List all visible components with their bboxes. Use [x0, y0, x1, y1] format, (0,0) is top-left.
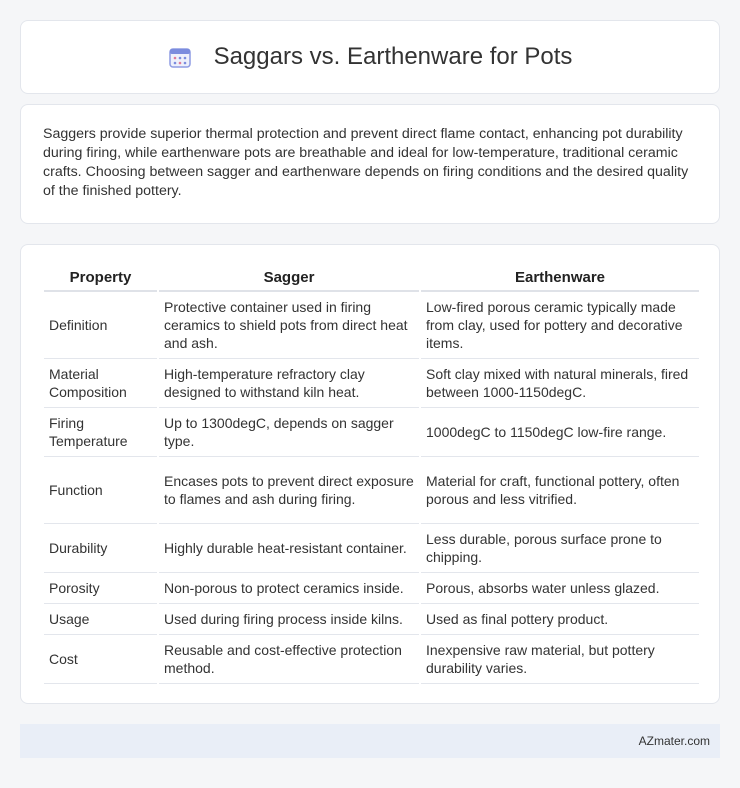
header-property: Property	[44, 265, 157, 292]
description-card	[20, 104, 720, 224]
property-cell: Porosity	[44, 573, 157, 604]
property-cell: Function	[44, 457, 157, 524]
header-sagger: Sagger	[159, 265, 419, 292]
earthenware-cell: Low-fired porous ceramic typically made from clay, used for pottery and decorative items.	[421, 292, 699, 359]
title-card	[20, 20, 720, 94]
sagger-cell: High-temperature refractory clay designed to withstand kiln heat.	[159, 359, 419, 408]
earthenware-cell: Less durable, porous surface prone to chipping.	[421, 524, 699, 573]
table-row	[44, 359, 699, 408]
property-cell: Cost	[44, 635, 157, 684]
property-cell: Firing Temperature	[44, 408, 157, 457]
earthenware-cell: Soft clay mixed with natural minerals, fired between 1000-1150degC.	[421, 359, 699, 408]
sagger-cell: Protective container used in firing ceramics to shield pots from direct heat and ash.	[159, 292, 419, 359]
header-earthenware: Earthenware	[421, 265, 699, 292]
sagger-cell: Used during firing process inside kilns.	[159, 604, 419, 635]
footer-site-link[interactable]: AZmater.com	[638, 734, 710, 748]
table-row	[44, 408, 699, 457]
table-row	[44, 292, 699, 359]
property-cell: Durability	[44, 524, 157, 573]
sagger-cell: Encases pots to prevent direct exposure to flames and ash during firing.	[159, 457, 419, 524]
sagger-cell: Non-porous to protect ceramics inside.	[159, 573, 419, 604]
earthenware-cell: Porous, absorbs water unless glazed.	[421, 573, 699, 604]
description-text: Saggers provide superior thermal protection and prevent direct flame contact, enhancing pot durability during firing, while earthenware pots are breathable and ideal for low-temperature, traditional ceramic crafts. Choosing between sagger and earthenware depends on firing conditions and the desired quality of the finished pottery.	[43, 126, 689, 199]
table-row	[44, 457, 699, 524]
table-header-row	[44, 265, 699, 292]
earthenware-cell: Material for craft, functional pottery, often porous and less vitrified.	[421, 457, 699, 524]
sagger-cell: Up to 1300degC, depends on sagger type.	[159, 408, 419, 457]
property-cell: Definition	[44, 292, 157, 359]
property-cell: Usage	[44, 604, 157, 635]
title-wrap	[168, 43, 573, 71]
property-cell: Material Composition	[44, 359, 157, 408]
sagger-cell: Reusable and cost-effective protection method.	[159, 635, 419, 684]
sagger-cell: Highly durable heat-resistant container.	[159, 524, 419, 573]
calendar-icon	[168, 45, 192, 69]
table-row	[44, 573, 699, 604]
comparison-card	[20, 244, 720, 704]
table-row	[44, 635, 699, 684]
earthenware-cell: Inexpensive raw material, but pottery durability varies.	[421, 635, 699, 684]
page-title: Saggars vs. Earthenware for Pots	[213, 43, 573, 70]
comparison-table	[42, 265, 701, 684]
earthenware-cell: 1000degC to 1150degC low-fire range.	[421, 408, 699, 457]
table-row	[44, 524, 699, 573]
earthenware-cell: Used as final pottery product.	[421, 604, 699, 635]
table-row	[44, 604, 699, 635]
footer	[20, 724, 720, 758]
